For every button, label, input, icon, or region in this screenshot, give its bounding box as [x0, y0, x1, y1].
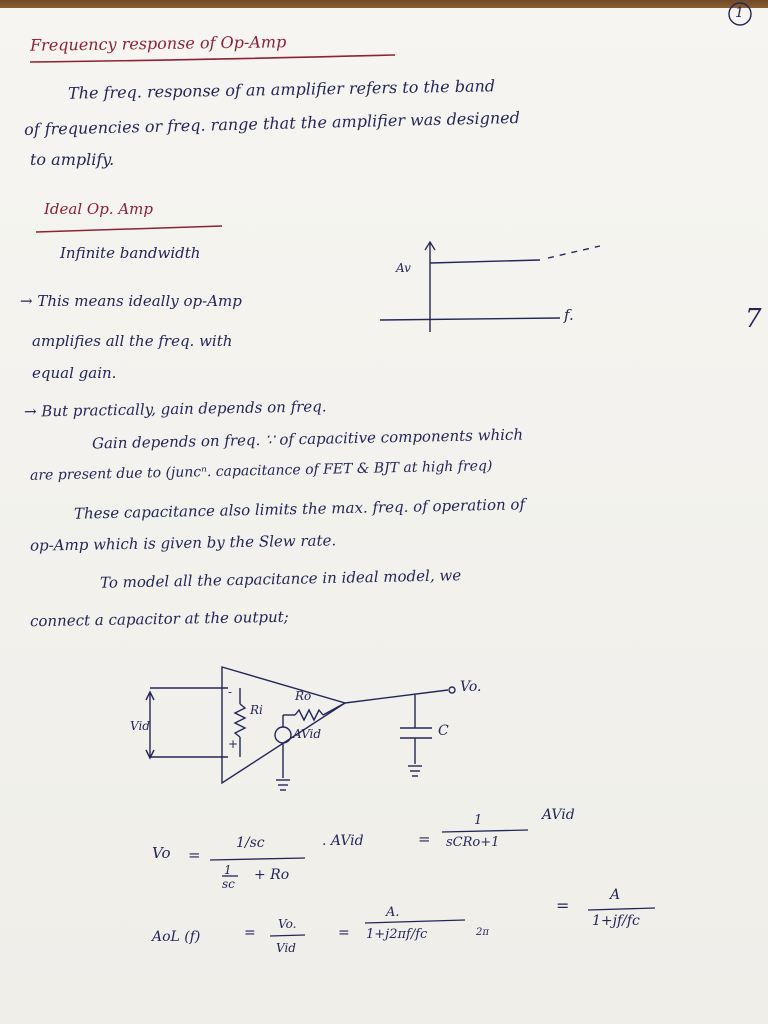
- circuit-label-vo: Vo.: [460, 679, 482, 695]
- eq2-frac2-num: A.: [386, 905, 400, 920]
- eq1-denominator-b: sc: [222, 877, 235, 891]
- eq1-denominator-a: 1: [224, 863, 232, 877]
- eq1-frac2-num: 1: [474, 813, 483, 828]
- intro-line-2: of frequencies or freq. range that the amplifier was designed: [23, 107, 521, 140]
- eq1-multiplier: . AVid: [322, 833, 364, 849]
- margin-mark: 7: [745, 304, 762, 334]
- bullet-line-2: amplifies all the freq. with: [32, 332, 233, 350]
- eq2-frac3-den: 1+jf/fc: [592, 913, 640, 929]
- ideal-point: Infinite bandwidth: [60, 244, 201, 262]
- practical-line-2: Gain depends on freq. ∵ of capacitive components which: [91, 425, 524, 453]
- practical-line-3: are present due to (juncⁿ. capacitance of FET & BJT at high freq): [29, 458, 493, 484]
- eq2-frac3-num: A: [610, 887, 621, 903]
- eq2-equals-3: =: [556, 896, 570, 915]
- eq2-frac-num: Vo.: [278, 917, 297, 931]
- page-number: 1: [735, 5, 744, 21]
- intro-line-1: The freq. response of an amplifier refers to the band: [67, 76, 496, 103]
- eq2-frac2-den: 1+j2πf/fc: [366, 927, 428, 942]
- eq1-equals-2: =: [418, 830, 431, 848]
- circuit-label-minus: -: [228, 685, 233, 699]
- graph-y-label: Av: [396, 261, 411, 275]
- eq1-frac2-den: sCRo+1: [446, 835, 500, 850]
- graph-x-label: f.: [564, 306, 574, 324]
- circuit-label-c: C: [438, 723, 449, 739]
- circuit-label-vid: Vid: [130, 719, 150, 733]
- practical-line-7: connect a capacitor at the output;: [29, 607, 289, 631]
- bullet-line-1: → This means ideally op-Amp: [20, 292, 242, 310]
- eq1-numerator: 1/sc: [236, 835, 265, 851]
- eq1-equals: =: [188, 846, 201, 864]
- eq2-equals-2: =: [338, 925, 350, 941]
- circuit-label-ro: Ro: [295, 689, 312, 703]
- circuit-label-plus: +: [228, 737, 239, 751]
- ideal-heading: Ideal Op. Amp: [44, 200, 154, 218]
- equation-fraction-bars: [210, 830, 655, 936]
- eq1-denominator-c: + Ro: [254, 867, 290, 883]
- eq2-frac-den: Vid: [276, 941, 296, 955]
- page-title: Frequency response of Op-Amp: [29, 32, 287, 55]
- eq2-lhs: AoL (f): [152, 929, 201, 945]
- eq1-tail: AVid: [542, 807, 575, 823]
- practical-line-6: To model all the capacitance in ideal model, we: [99, 566, 462, 592]
- eq1-lhs: Vo: [152, 844, 171, 862]
- title-underline: [30, 55, 395, 62]
- circuit-label-avid: AVid: [293, 727, 322, 741]
- eq2-den-superscript: 2π: [476, 927, 489, 938]
- bullet-line-3: equal gain.: [32, 364, 117, 382]
- eq2-equals: =: [244, 925, 256, 941]
- circuit-label-ri: Ri: [250, 703, 263, 717]
- intro-line-3: to amplify.: [30, 150, 115, 169]
- practical-line-5: op-Amp which is given by the Slew rate.: [29, 531, 337, 555]
- practical-line-1: → But practically, gain depends on freq.: [23, 397, 327, 421]
- ideal-underline: [36, 226, 222, 232]
- practical-line-4: These capacitance also limits the max. freq. of operation of: [73, 495, 526, 523]
